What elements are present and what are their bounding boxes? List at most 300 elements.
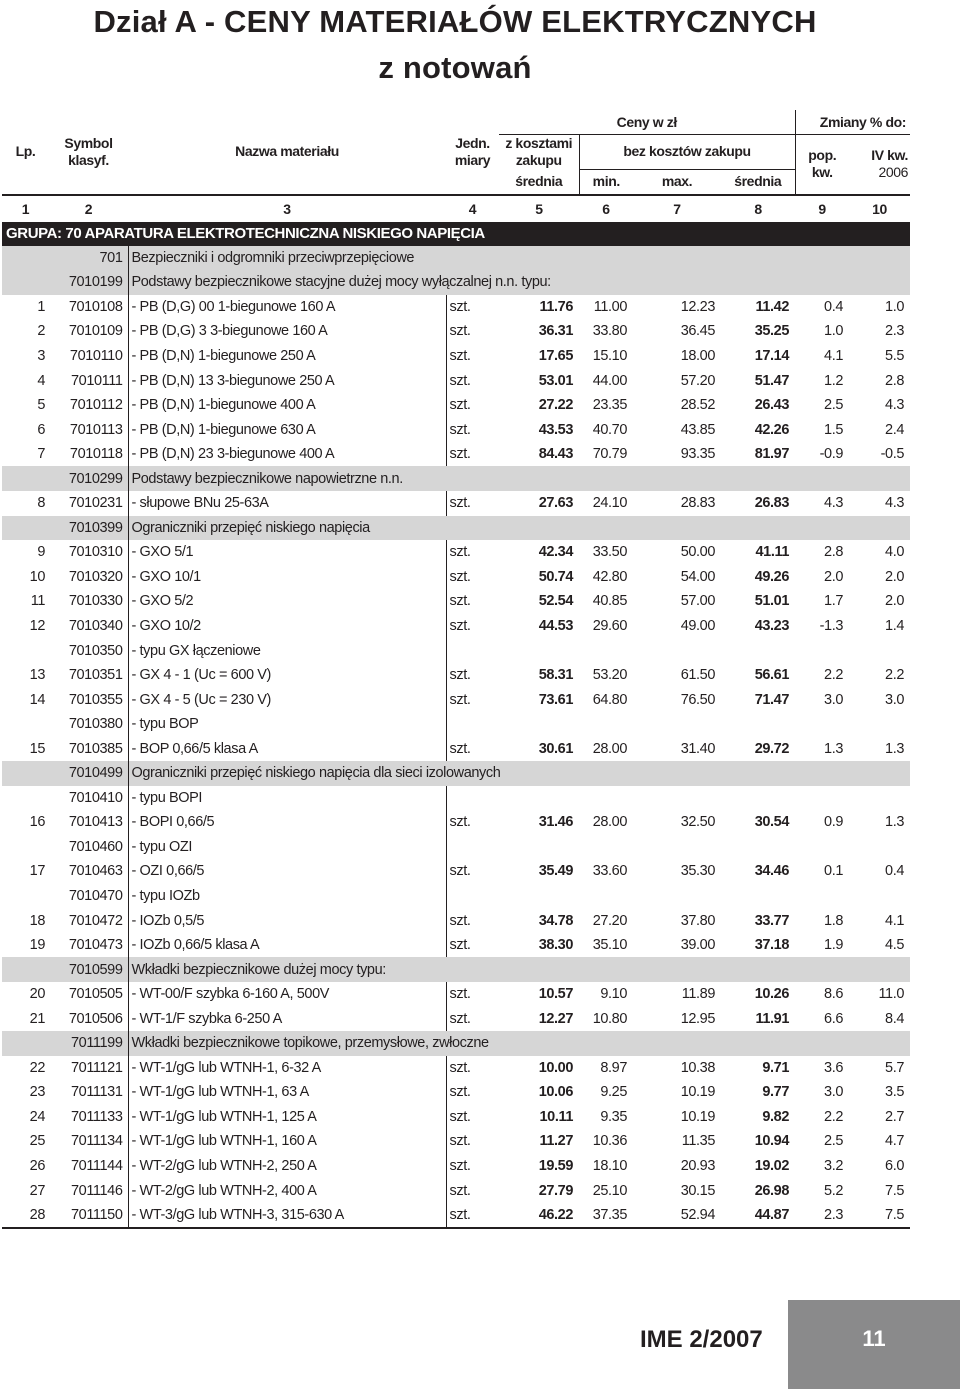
row-price-avg: 30.54: [754, 814, 790, 831]
row-price-with-costs: 43.53: [538, 421, 573, 438]
row-price-min: 29.60: [592, 617, 627, 634]
row-change-prev: -1.3: [819, 617, 844, 634]
row-lp: 26: [29, 1158, 45, 1174]
row-change-prev: 0.1: [824, 863, 844, 880]
row-change-iv: [849, 712, 910, 737]
subsection-row: [2, 638, 910, 663]
row-change-prev: 2.5: [824, 1133, 844, 1150]
subsection-row: [2, 835, 910, 860]
table-row: [2, 908, 910, 933]
row-lp: [2, 761, 49, 786]
row-change-iv: 2.4: [885, 421, 905, 438]
row-symbol: 7011121: [49, 1056, 128, 1081]
row-price-avg: 34.46: [754, 863, 790, 880]
row-price-avg: 10.26: [754, 986, 790, 1003]
row-price-max: 43.85: [680, 421, 715, 438]
row-unit: szt.: [449, 740, 471, 757]
page-number: 11: [862, 1326, 886, 1351]
row-unit: szt.: [449, 347, 471, 364]
row-unit: szt.: [449, 937, 471, 954]
row-price-avg: [721, 638, 795, 663]
row-change-iv: 2.3: [885, 323, 905, 340]
subsection-row: [2, 712, 910, 737]
table-row: [2, 319, 910, 344]
column-number: 10: [849, 195, 910, 222]
row-unit: szt.: [449, 323, 471, 340]
header-iv-year: 2006: [878, 164, 909, 181]
table-row: [2, 565, 910, 590]
row-change-iv: -0.5: [880, 446, 905, 463]
header-zmiany: Zmiany % do:: [795, 110, 910, 135]
row-price-max: 20.93: [680, 1158, 715, 1174]
row-symbol: 7011133: [49, 1105, 128, 1130]
row-change-prev: 4.1: [824, 347, 844, 364]
row-name: - PB (D,N) 1-biegunowe 400 A: [128, 393, 446, 418]
row-price-min: 42.80: [592, 568, 627, 585]
header-max: max.: [661, 173, 693, 189]
row-price-avg: 9.77: [762, 1084, 790, 1101]
row-change-prev: 2.3: [795, 1203, 849, 1229]
row-price-max: [633, 712, 721, 737]
row-price-avg: 26.83: [754, 495, 790, 512]
row-name: - WT-00/F szybka 6-160 A, 500V: [128, 982, 446, 1007]
section-row: [2, 1031, 910, 1056]
row-symbol: 7010506: [49, 1006, 128, 1031]
row-unit: szt.: [446, 1203, 499, 1229]
row-name: - PB (D,G) 00 1-biegunowe 160 A: [128, 295, 446, 320]
row-name: - WT-2/gG lub WTNH-2, 250 A: [128, 1154, 446, 1179]
row-symbol: 7010463: [49, 859, 128, 884]
row-price-with-costs: 31.46: [538, 814, 573, 831]
row-symbol: 7010380: [49, 712, 128, 737]
row-price-with-costs: [499, 712, 579, 737]
header-ceny: Ceny w zł: [499, 110, 795, 135]
row-price-min: 25.10: [592, 1182, 627, 1199]
column-number: 6: [579, 195, 633, 222]
row-change-iv: 1.0: [885, 298, 905, 315]
row-name: Ograniczniki przepięć niskiego napięcia: [128, 516, 910, 541]
row-change-iv: 7.5: [885, 1182, 905, 1199]
row-change-prev: 3.0: [824, 691, 844, 708]
row-symbol: 7011134: [49, 1129, 128, 1154]
row-price-with-costs: 46.22: [499, 1203, 579, 1229]
header-nazwa: Nazwa materiału: [235, 143, 339, 160]
row-change-iv: 1.4: [885, 617, 905, 634]
row-symbol: 7010118: [49, 442, 128, 467]
row-price-max: 12.23: [680, 298, 715, 315]
row-lp: 16: [29, 814, 45, 831]
column-number: 2: [49, 195, 128, 222]
row-unit: szt.: [449, 495, 471, 512]
table-row: [2, 1178, 910, 1203]
row-price-with-costs: 44.53: [538, 617, 573, 634]
row-symbol: 7010340: [49, 614, 128, 639]
row-change-iv: [849, 638, 910, 663]
row-price-max: 57.00: [680, 593, 715, 610]
section-row: [2, 516, 910, 541]
row-symbol: 7010505: [49, 982, 128, 1007]
table-row: [2, 687, 910, 712]
row-unit: szt.: [449, 1158, 471, 1174]
row-lp: 7: [37, 446, 45, 463]
row-price-with-costs: 38.30: [538, 937, 573, 954]
row-name: - PB (D,N) 23 3-biegunowe 400 A: [128, 442, 446, 467]
row-change-iv: 0.4: [885, 863, 905, 880]
row-symbol: 7010330: [49, 589, 128, 614]
row-price-avg: 51.47: [754, 372, 790, 389]
row-change-prev: 2.5: [824, 397, 844, 414]
row-price-min: 23.35: [592, 397, 627, 414]
table-row: [2, 1080, 910, 1105]
row-unit: [446, 712, 499, 737]
row-price-avg: 9.82: [762, 1108, 790, 1125]
row-symbol: 7010473: [49, 933, 128, 958]
row-lp: 14: [29, 691, 45, 708]
row-symbol: 7010231: [49, 491, 128, 516]
row-price-with-costs: 34.78: [538, 912, 573, 929]
row-symbol: 7010599: [49, 957, 128, 982]
row-change-prev: [795, 786, 849, 811]
row-price-with-costs: [499, 835, 579, 860]
row-price-avg: [721, 786, 795, 811]
row-price-max: 11.89: [681, 986, 715, 1003]
row-name: - WT-1/gG lub WTNH-1, 6-32 A: [128, 1056, 446, 1081]
row-change-iv: 4.1: [885, 912, 905, 929]
row-symbol: 7010470: [49, 884, 128, 909]
header-iv: [849, 135, 910, 195]
row-name: - PB (D,G) 3 3-biegunowe 160 A: [128, 319, 446, 344]
section-row: [2, 761, 910, 786]
row-name: - GXO 10/1: [128, 565, 446, 590]
row-change-iv: 4.3: [885, 495, 905, 512]
row-symbol: 7010410: [49, 786, 128, 811]
row-price-with-costs: 10.06: [538, 1084, 573, 1101]
row-price-max: [633, 638, 721, 663]
header-pop: pop. kw.: [795, 135, 849, 195]
row-name: - WT-2/gG lub WTNH-2, 400 A: [128, 1178, 446, 1203]
row-change-prev: -0.9: [819, 446, 844, 463]
row-change-prev: 1.5: [824, 421, 844, 438]
row-price-with-costs: 35.49: [538, 863, 573, 880]
header-bez-kosztow: bez kosztów zakupu: [579, 135, 795, 170]
row-price-min: 24.10: [592, 495, 627, 512]
row-lp: 20: [29, 986, 45, 1003]
row-lp: 21: [29, 1010, 45, 1027]
row-name: - typu BOP: [128, 712, 446, 737]
row-lp: 18: [29, 912, 45, 929]
row-lp: 3: [37, 347, 45, 364]
row-unit: szt.: [449, 568, 471, 585]
row-lp: 28: [2, 1203, 49, 1229]
row-unit: [446, 884, 499, 909]
row-name: - WT-1/gG lub WTNH-1, 160 A: [128, 1129, 446, 1154]
row-price-min: 10.80: [592, 1010, 627, 1027]
row-price-with-costs: 42.34: [538, 544, 573, 561]
row-change-iv: 4.3: [885, 397, 905, 414]
row-change-iv: 2.7: [885, 1108, 905, 1125]
row-price-avg: [721, 712, 795, 737]
header-jedn: Jedn. miary: [454, 134, 491, 168]
row-price-avg: 51.01: [754, 593, 790, 610]
row-price-min: 37.35: [579, 1203, 633, 1229]
table-row: [2, 859, 910, 884]
table-row: [2, 1154, 910, 1179]
row-symbol: 7011131: [49, 1080, 128, 1105]
table-row: [2, 1203, 910, 1229]
row-symbol: 7010110: [49, 344, 128, 369]
row-price-with-costs: 27.63: [538, 495, 573, 512]
row-change-iv: 8.4: [885, 1010, 905, 1027]
row-price-avg: 26.98: [754, 1182, 790, 1199]
row-name: - PB (D,N) 1-biegunowe 630 A: [128, 417, 446, 442]
row-price-avg: 11.91: [755, 1010, 790, 1027]
row-name: - GXO 5/2: [128, 589, 446, 614]
row-unit: szt.: [449, 912, 471, 929]
row-price-max: [633, 786, 721, 811]
column-number: 7: [633, 195, 721, 222]
row-symbol: 7010350: [49, 638, 128, 663]
row-name: - OZI 0,66/5: [128, 859, 446, 884]
header-srednia: średnia: [734, 173, 782, 189]
row-change-prev: 4.3: [824, 495, 844, 512]
row-price-max: 30.15: [680, 1182, 715, 1199]
row-lp: 5: [37, 397, 45, 414]
row-price-avg: [721, 835, 795, 860]
row-change-prev: 0.9: [824, 814, 844, 831]
row-change-prev: [795, 712, 849, 737]
row-lp: [2, 786, 49, 811]
row-lp: [2, 270, 49, 295]
row-lp: 23: [29, 1084, 45, 1101]
row-price-with-costs: 12.27: [538, 1010, 573, 1027]
row-unit: szt.: [449, 1084, 471, 1101]
row-change-prev: 0.4: [824, 298, 844, 315]
header-z-kosztami: z kosztami zakupu: [499, 135, 579, 170]
row-change-prev: 1.9: [824, 937, 844, 954]
row-price-min: 33.50: [592, 544, 627, 561]
row-lp: 27: [29, 1182, 45, 1199]
row-unit: szt.: [449, 986, 471, 1003]
row-price-with-costs: 11.27: [539, 1133, 573, 1150]
row-change-iv: 4.5: [885, 937, 905, 954]
column-number: 4: [446, 195, 499, 222]
row-lp: [2, 246, 49, 271]
row-price-min: [579, 884, 633, 909]
header-min: min.: [592, 173, 620, 189]
row-price-with-costs: 19.59: [538, 1158, 573, 1174]
row-price-min: 10.36: [592, 1133, 627, 1150]
row-name: - WT-3/gG lub WTNH-3, 315-630 A: [128, 1203, 446, 1229]
row-change-prev: 3.2: [824, 1158, 844, 1174]
header-iv-label: IV kw.: [871, 147, 909, 164]
row-unit: szt.: [449, 1108, 471, 1125]
row-price-max: [633, 835, 721, 860]
section-row: [2, 466, 910, 491]
row-price-with-costs: 52.54: [538, 593, 573, 610]
publication-label: IME 2/2007: [640, 1326, 763, 1353]
row-price-min: 11.00: [593, 298, 627, 315]
row-change-iv: 7.5: [849, 1203, 910, 1229]
row-price-avg: 56.61: [754, 667, 790, 684]
header-srednia-zk: średnia: [499, 169, 579, 195]
row-price-with-costs: 10.00: [538, 1059, 573, 1076]
row-price-min: 53.20: [592, 667, 627, 684]
group-heading: GRUPA: 70 APARATURA ELEKTROTECHNICZNA NISKIEGO NAPIĘCIA: [2, 222, 910, 246]
table-row: [2, 417, 910, 442]
section-row: [2, 270, 910, 295]
row-change-prev: 8.6: [824, 986, 844, 1003]
row-name: - typu GX łączeniowe: [128, 638, 446, 663]
row-name: - GXO 5/1: [128, 540, 446, 565]
row-lp: [2, 638, 49, 663]
row-name: Podstawy bezpiecznikowe napowietrzne n.n.: [128, 466, 910, 491]
table-row: [2, 982, 910, 1007]
row-name: - WT-1/F szybka 6-250 A: [128, 1006, 446, 1031]
row-price-avg: 37.18: [754, 937, 790, 954]
row-symbol: 7010472: [49, 908, 128, 933]
row-name: - PB (D,N) 1-biegunowe 250 A: [128, 344, 446, 369]
row-change-prev: [795, 638, 849, 663]
row-lp: [2, 516, 49, 541]
row-lp: 8: [37, 495, 45, 512]
row-price-min: 9.35: [600, 1108, 627, 1125]
row-symbol: 7010385: [49, 736, 128, 761]
row-price-max: 11.35: [681, 1133, 715, 1150]
header-lp: Lp.: [15, 143, 36, 160]
row-unit: szt.: [449, 372, 471, 389]
row-price-avg: 71.47: [754, 691, 790, 708]
row-symbol: 7010310: [49, 540, 128, 565]
row-price-min: 27.20: [592, 912, 627, 929]
row-unit: [446, 786, 499, 811]
row-price-avg: 43.23: [754, 617, 790, 634]
row-change-iv: 2.2: [885, 667, 905, 684]
row-price-with-costs: 73.61: [538, 691, 573, 708]
row-name: - GX 4 - 5 (Uc = 230 V): [128, 687, 446, 712]
row-symbol: 7011146: [49, 1178, 128, 1203]
row-price-avg: 41.11: [755, 544, 790, 561]
row-price-min: 64.80: [592, 691, 627, 708]
row-change-iv: 11.0: [878, 986, 905, 1003]
row-price-max: 12.95: [680, 1010, 715, 1027]
row-name: Podstawy bezpiecznikowe stacyjne dużej mocy wyłączalnej n.n. typu:: [128, 270, 910, 295]
row-price-min: 18.10: [592, 1158, 627, 1174]
table-row: [2, 344, 910, 369]
row-change-iv: 5.7: [885, 1059, 905, 1076]
page-title: Dział A - CENY MATERIAŁÓW ELEKTRYCZNYCH: [93, 4, 817, 39]
row-price-min: [579, 835, 633, 860]
subsection-row: [2, 884, 910, 909]
row-price-with-costs: 10.57: [538, 986, 573, 1003]
row-change-prev: 3.6: [824, 1059, 844, 1076]
row-price-max: 50.00: [680, 544, 715, 561]
table-row: [2, 933, 910, 958]
row-name: Wkładki bezpiecznikowe dużej mocy typu:: [128, 957, 910, 982]
row-price-avg: 29.72: [754, 740, 790, 757]
row-unit: szt.: [449, 1010, 471, 1027]
row-change-iv: 2.0: [885, 593, 905, 610]
row-name: - słupowe BNu 25-63A: [128, 491, 446, 516]
column-number: 1: [2, 195, 49, 222]
table-row: [2, 1105, 910, 1130]
table-row: [2, 1006, 910, 1031]
table-row: [2, 1056, 910, 1081]
row-lp: 15: [29, 740, 45, 757]
row-price-max: 93.35: [680, 446, 715, 463]
row-name: - GXO 10/2: [128, 614, 446, 639]
price-table: [2, 110, 910, 1229]
table-row: [2, 540, 910, 565]
row-price-with-costs: 27.79: [538, 1182, 573, 1199]
row-change-iv: [849, 884, 910, 909]
row-unit: [446, 638, 499, 663]
row-price-avg: 42.26: [754, 421, 790, 438]
row-change-iv: 4.7: [885, 1133, 905, 1150]
row-lp: 22: [29, 1059, 45, 1076]
row-price-max: 36.45: [680, 323, 715, 340]
row-change-prev: 2.0: [824, 568, 844, 585]
row-price-with-costs: [499, 884, 579, 909]
row-name: Wkładki bezpiecznikowe topikowe, przemysłowe, zwłoczne: [128, 1031, 910, 1056]
row-price-with-costs: 84.43: [538, 446, 573, 463]
row-price-avg: [721, 884, 795, 909]
row-change-prev: 2.2: [824, 667, 844, 684]
row-unit: szt.: [449, 617, 471, 634]
row-price-min: [579, 786, 633, 811]
row-lp: 13: [29, 667, 45, 684]
row-price-max: 18.00: [680, 347, 715, 364]
row-name: - PB (D,N) 13 3-biegunowe 250 A: [128, 368, 446, 393]
row-price-with-costs: 36.31: [538, 323, 573, 340]
row-lp: 24: [29, 1108, 45, 1125]
row-change-iv: 3.5: [885, 1084, 905, 1101]
row-name: - BOPI 0,66/5: [128, 810, 446, 835]
table-row: [2, 442, 910, 467]
row-price-avg: 44.87: [721, 1203, 795, 1229]
row-price-min: 9.25: [600, 1084, 627, 1101]
row-lp: [2, 835, 49, 860]
row-price-min: 28.00: [592, 814, 627, 831]
row-price-with-costs: 27.22: [538, 397, 573, 414]
table-row: [2, 589, 910, 614]
row-name: - typu OZI: [128, 835, 446, 860]
row-change-prev: 1.8: [824, 912, 844, 929]
row-lp: 25: [29, 1133, 45, 1150]
row-lp: [2, 466, 49, 491]
row-price-min: 33.80: [592, 323, 627, 340]
column-number: 8: [721, 195, 795, 222]
row-symbol: 7010413: [49, 810, 128, 835]
row-change-iv: 1.3: [885, 814, 905, 831]
table-row: [2, 810, 910, 835]
row-price-min: 28.00: [592, 740, 627, 757]
row-name: - BOP 0,66/5 klasa A: [128, 736, 446, 761]
row-change-prev: 5.2: [824, 1182, 844, 1199]
row-symbol: 7010399: [49, 516, 128, 541]
row-change-prev: 1.3: [824, 740, 844, 757]
row-lp: [2, 957, 49, 982]
row-symbol: 701: [49, 246, 128, 271]
row-price-avg: 35.25: [754, 323, 790, 340]
row-symbol: 7010111: [49, 368, 128, 393]
row-change-prev: 2.2: [824, 1108, 844, 1125]
row-price-min: 9.10: [600, 986, 627, 1003]
row-name: - typu BOPI: [128, 786, 446, 811]
row-lp: 17: [29, 863, 45, 880]
row-price-min: 44.00: [592, 372, 627, 389]
row-price-with-costs: 30.61: [538, 740, 573, 757]
table-row: [2, 491, 910, 516]
